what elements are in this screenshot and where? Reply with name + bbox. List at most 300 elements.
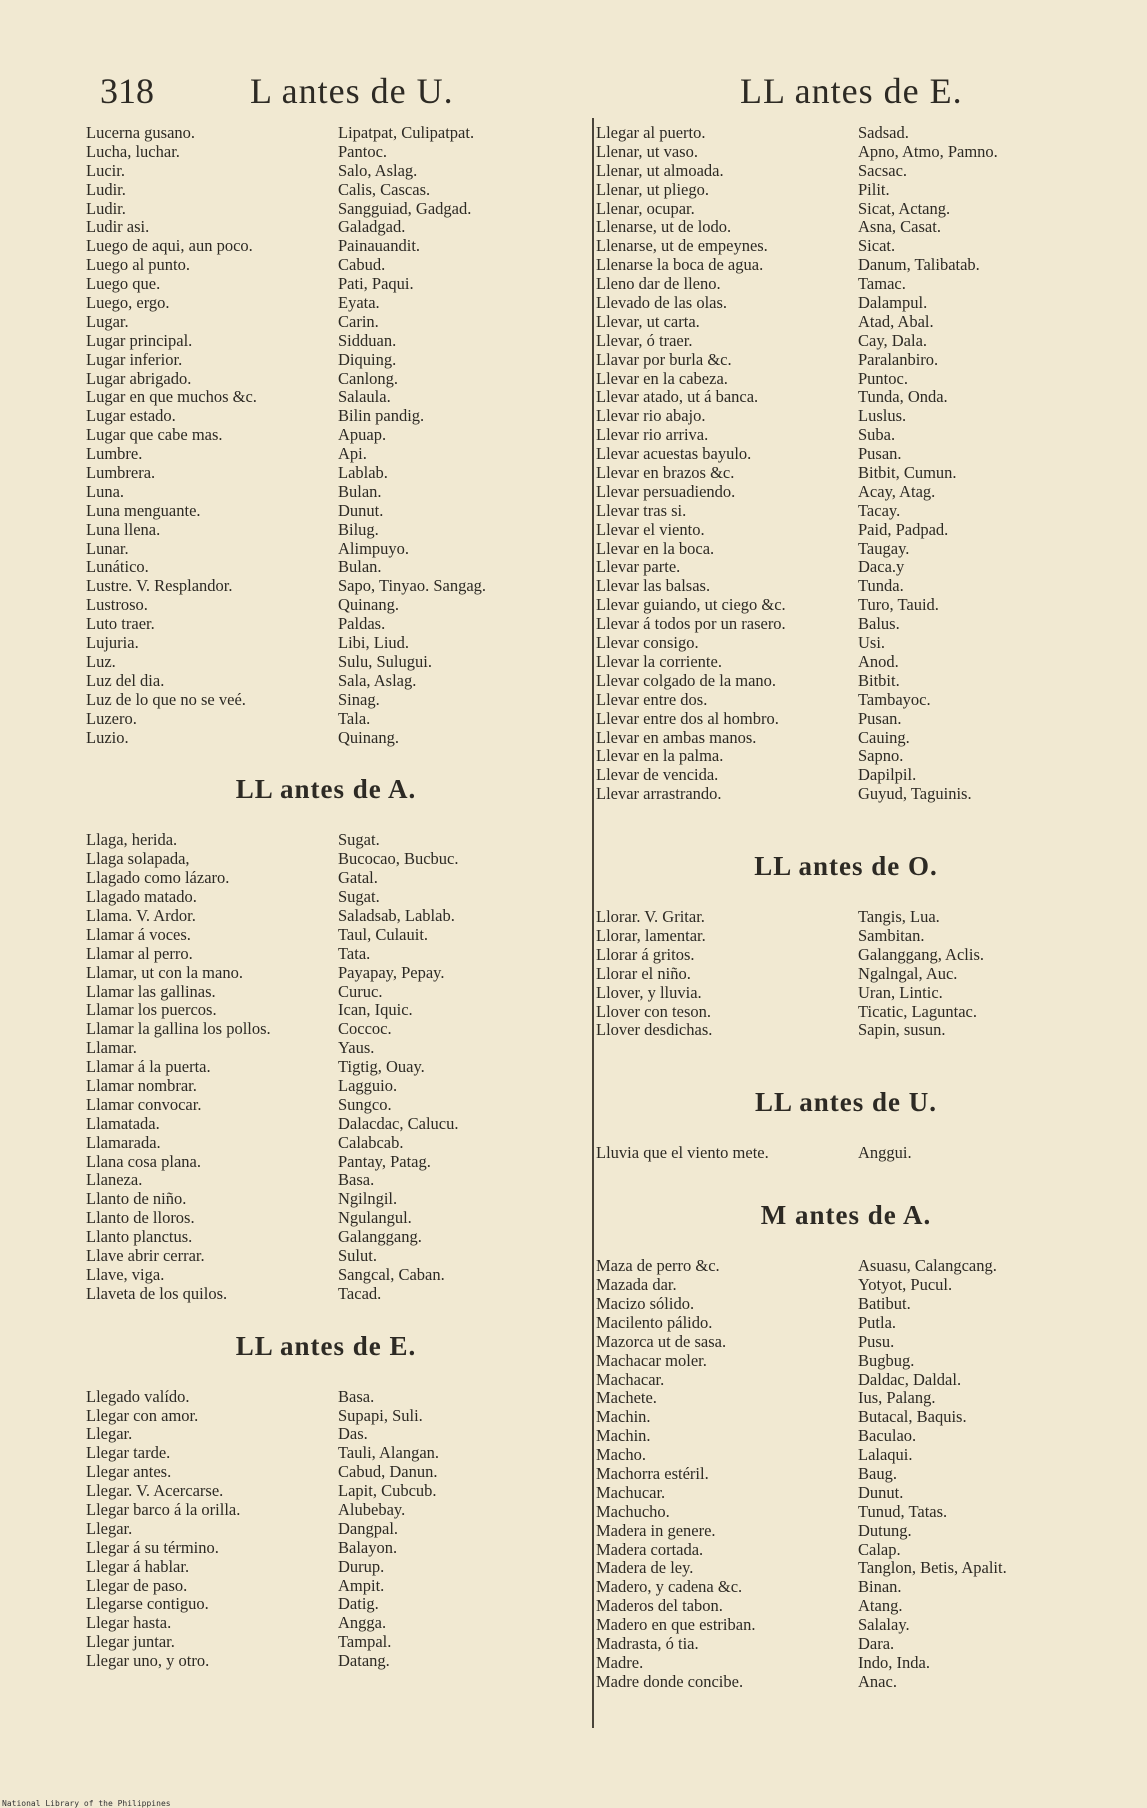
- entry-term: Madera de ley.: [596, 1559, 694, 1578]
- entry-definition: Basa.: [338, 1387, 375, 1406]
- entry-term: Llamar á la puerta.: [86, 1058, 211, 1077]
- entry-term: Luego que.: [86, 275, 161, 294]
- dictionary-entry: [86, 1388, 566, 1407]
- entry-definition: Bilin pandig.: [338, 407, 425, 426]
- dictionary-entry: [596, 596, 1096, 615]
- right-block-4: [596, 1257, 1096, 1691]
- entry-definition: Dara.: [858, 1635, 895, 1653]
- dictionary-entry: [86, 869, 566, 888]
- entry-definition: Sangguiad, Gadgad.: [338, 199, 472, 218]
- entry-definition: Anod.: [858, 652, 899, 671]
- entry-term: Luego al punto.: [86, 256, 191, 275]
- entry-term: Macilento pálido.: [596, 1313, 713, 1332]
- entry-term: Maza de perro &c.: [596, 1257, 720, 1276]
- entry-definition: Quinang.: [338, 596, 399, 615]
- entry-definition: Taul, Culauit.: [338, 925, 429, 944]
- dictionary-entry: [86, 1228, 566, 1247]
- entry-definition: Sicat.: [858, 237, 896, 256]
- entry-term: Llamar las gallinas.: [86, 982, 216, 1001]
- dictionary-entry: [596, 1578, 1096, 1597]
- dictionary-entry: [86, 926, 566, 945]
- dictionary-entry: [86, 445, 566, 464]
- entry-definition: Quinang.: [338, 728, 399, 747]
- entry-term: Llover desdichas.: [596, 1021, 713, 1040]
- entry-definition: Das.: [338, 1425, 368, 1444]
- dictionary-entry: [86, 558, 566, 577]
- dictionary-entry: [86, 464, 566, 483]
- entry-definition: Supapi, Suli.: [338, 1406, 423, 1425]
- entry-term: Machorra estéril.: [596, 1464, 709, 1483]
- dictionary-entry: [596, 1484, 1096, 1503]
- entry-term: Llegar.: [86, 1519, 133, 1538]
- entry-definition: Sungco.: [338, 1095, 392, 1114]
- dictionary-entry: [86, 615, 566, 634]
- entry-definition: Galanggang, Aclis.: [858, 945, 985, 964]
- dictionary-entry: [86, 313, 566, 332]
- entry-term: Llorar el niño.: [596, 964, 691, 983]
- right-column: [596, 124, 1096, 1692]
- dictionary-entry: [596, 237, 1096, 256]
- dictionary-entry: [86, 1171, 566, 1190]
- dictionary-entry: [86, 1633, 566, 1652]
- dictionary-entry: [596, 256, 1096, 275]
- entry-term: Llegar á hablar.: [86, 1557, 190, 1576]
- entry-term: Llevado de las olas.: [596, 294, 728, 313]
- entry-definition: Dapilpil.: [858, 766, 917, 785]
- column-divider: [592, 118, 594, 1728]
- dictionary-entry: [596, 1371, 1096, 1390]
- entry-definition: Salo, Aslag.: [338, 161, 418, 180]
- entry-term: Lunático.: [86, 558, 149, 577]
- dictionary-entry: [596, 332, 1096, 351]
- dictionary-entry: [86, 634, 566, 653]
- dictionary-entry: [86, 888, 566, 907]
- dictionary-entry: [86, 181, 566, 200]
- dictionary-entry: [86, 237, 566, 256]
- entry-term: Machin.: [596, 1408, 651, 1427]
- entry-term: Llenar, ut pliego.: [596, 180, 709, 199]
- entry-term: Llagado matado.: [86, 888, 197, 907]
- dictionary-entry: [86, 1407, 566, 1426]
- entry-term: Luna menguante.: [86, 501, 201, 520]
- entry-term: Luna llena.: [86, 520, 161, 539]
- dictionary-entry: [596, 1003, 1096, 1022]
- entry-term: Llanto de niño.: [86, 1190, 187, 1209]
- dictionary-entry: [596, 1333, 1096, 1352]
- dictionary-entry: [86, 1266, 566, 1285]
- entry-term: Llorar, lamentar.: [596, 926, 706, 945]
- entry-definition: Atang.: [858, 1597, 903, 1616]
- dictionary-entry: [86, 850, 566, 869]
- entry-definition: Pantoc.: [338, 142, 388, 161]
- entry-term: Llegar barco á la orilla.: [86, 1501, 241, 1519]
- dictionary-entry: [596, 577, 1096, 596]
- left-block-2: [86, 831, 566, 1303]
- entry-definition: Acay, Atag.: [858, 482, 936, 501]
- entry-definition: Ampit.: [338, 1576, 385, 1595]
- entry-term: Llevar, ut carta.: [596, 312, 700, 331]
- dictionary-entry: [86, 1539, 566, 1558]
- dictionary-entry: [86, 653, 566, 672]
- entry-term: Llorar á gritos.: [596, 945, 695, 964]
- dictionary-entry: [86, 388, 566, 407]
- entry-definition: Durup.: [338, 1557, 385, 1576]
- dictionary-entry: [596, 521, 1096, 540]
- entry-definition: Sala, Aslag.: [338, 671, 417, 690]
- entry-definition: Lipatpat, Culipatpat.: [338, 124, 475, 142]
- entry-definition: Ius, Palang.: [858, 1389, 936, 1408]
- dictionary-entry: [596, 672, 1096, 691]
- entry-term: Llevar atado, ut á banca.: [596, 388, 759, 407]
- entry-definition: Luslus.: [858, 407, 907, 426]
- dictionary-entry: [86, 502, 566, 521]
- entry-definition: Sacsac.: [858, 161, 908, 180]
- dictionary-entry: [596, 1352, 1096, 1371]
- entry-term: Madero, y cadena &c.: [596, 1578, 743, 1597]
- entry-definition: Ticatic, Laguntac.: [858, 1002, 977, 1021]
- entry-definition: Uran, Lintic.: [858, 983, 943, 1002]
- dictionary-entry: [596, 691, 1096, 710]
- dictionary-entry: [596, 1446, 1096, 1465]
- entry-term: Llevar persuadiendo.: [596, 482, 736, 501]
- entry-definition: Lablab.: [338, 464, 388, 483]
- entry-term: Llevar en la cabeza.: [596, 369, 728, 388]
- entry-definition: Calabcab.: [338, 1133, 404, 1152]
- entry-term: Lumbrera.: [86, 464, 156, 483]
- entry-definition: Bulan.: [338, 482, 382, 501]
- entry-term: Luego de aqui, aun poco.: [86, 237, 253, 256]
- entry-definition: Lalaqui.: [858, 1446, 913, 1465]
- dictionary-entry: [596, 370, 1096, 389]
- entry-definition: Pusan.: [858, 709, 902, 728]
- dictionary-entry: [596, 1276, 1096, 1295]
- entry-definition: Yotyot, Pucul.: [858, 1276, 953, 1295]
- dictionary-entry: [596, 1503, 1096, 1522]
- dictionary-entry: [86, 1190, 566, 1209]
- dictionary-entry: [86, 162, 566, 181]
- entry-term: Llaga, herida.: [86, 831, 178, 850]
- entry-definition: Batibut.: [858, 1294, 911, 1313]
- dictionary-entry: [596, 1295, 1096, 1314]
- entry-term: Lucir.: [86, 161, 125, 180]
- entry-definition: Bulan.: [338, 558, 382, 577]
- footer-credit: National Library of the Philippines: [2, 1799, 171, 1808]
- entry-term: Machacar moler.: [596, 1351, 707, 1370]
- dictionary-entry: [86, 1039, 566, 1058]
- dictionary-entry: [596, 634, 1096, 653]
- entry-term: Llamar al perro.: [86, 944, 193, 963]
- entry-definition: Anac.: [858, 1672, 897, 1691]
- entry-term: Llegar á su término.: [86, 1538, 219, 1557]
- dictionary-entry: [86, 426, 566, 445]
- entry-definition: Ngalngal, Auc.: [858, 964, 958, 983]
- entry-term: Llevar entre dos.: [596, 690, 708, 709]
- entry-definition: Pusu.: [858, 1332, 895, 1351]
- dictionary-entry: [596, 407, 1096, 426]
- right-block-2: [596, 908, 1096, 1040]
- dictionary-entry: [596, 181, 1096, 200]
- dictionary-entry: [86, 831, 566, 850]
- entry-term: Lumbre.: [86, 445, 143, 464]
- section-title-ll-e: LL antes de E.: [235, 1330, 417, 1361]
- entry-term: Mazorca ut de sasa.: [596, 1332, 727, 1351]
- entry-term: Llaga solapada,: [86, 850, 190, 869]
- dictionary-entry: [86, 1482, 566, 1501]
- dictionary-entry: [86, 294, 566, 313]
- entry-definition: Apno, Atmo, Pamno.: [858, 142, 998, 161]
- dictionary-entry: [596, 946, 1096, 965]
- entry-definition: Painauandit.: [338, 237, 421, 256]
- entry-term: Llenar, ocupar.: [596, 199, 695, 218]
- entry-term: Llorar. V. Gritar.: [596, 908, 705, 927]
- dictionary-entry: [86, 143, 566, 162]
- entry-term: Llover, y lluvia.: [596, 983, 702, 1002]
- entry-term: Llegar juntar.: [86, 1633, 175, 1652]
- dictionary-entry: [86, 1247, 566, 1266]
- entry-definition: Butacal, Baquis.: [858, 1408, 967, 1427]
- dictionary-entry: [86, 729, 566, 748]
- entry-definition: Puntoc.: [858, 369, 908, 388]
- entry-definition: Tamac.: [858, 275, 906, 294]
- header-left: L antes de U.: [250, 71, 454, 111]
- dictionary-entry: [86, 577, 566, 596]
- dictionary-entry: [596, 124, 1096, 143]
- entry-definition: Sugat.: [338, 888, 380, 907]
- entry-definition: Dutung.: [858, 1521, 912, 1540]
- entry-term: Llave, viga.: [86, 1265, 165, 1284]
- dictionary-entry: [596, 558, 1096, 577]
- entry-definition: Bilug.: [338, 520, 379, 539]
- dictionary-entry: [86, 1285, 566, 1304]
- entry-definition: Salalay.: [858, 1616, 910, 1635]
- dictionary-entry: [596, 766, 1096, 785]
- entry-term: Llegar de paso.: [86, 1576, 188, 1595]
- entry-definition: Danum, Talibatab.: [858, 256, 980, 275]
- entry-term: Lugar inferior.: [86, 350, 183, 369]
- dictionary-entry: [596, 785, 1096, 804]
- dictionary-entry: [596, 747, 1096, 766]
- entry-definition: Galanggang.: [338, 1228, 422, 1247]
- entry-term: Luto traer.: [86, 615, 155, 634]
- entry-definition: Sambitan.: [858, 926, 925, 945]
- dictionary-entry: [596, 426, 1096, 445]
- entry-term: Llenar, ut vaso.: [596, 142, 698, 161]
- entry-definition: Bitbit.: [858, 671, 900, 690]
- entry-term: Llama. V. Ardor.: [86, 906, 196, 925]
- dictionary-entry: [86, 1001, 566, 1020]
- dictionary-entry: [596, 1654, 1096, 1673]
- entry-definition: Paldas.: [338, 615, 386, 634]
- entry-definition: Calis, Cascas.: [338, 180, 431, 199]
- entry-term: Llegarse contiguo.: [86, 1595, 209, 1614]
- entry-definition: Cay, Dala.: [858, 331, 928, 350]
- entry-term: Mazada dar.: [596, 1276, 677, 1295]
- dictionary-entry: [86, 1020, 566, 1039]
- entry-term: Llamar la gallina los pollos.: [86, 1020, 271, 1039]
- dictionary-entry: [596, 1616, 1096, 1635]
- dictionary-entry: [596, 1597, 1096, 1616]
- entry-term: Llanto planctus.: [86, 1228, 193, 1247]
- entry-term: Machacar.: [596, 1370, 665, 1389]
- entry-definition: Tunud, Tatas.: [858, 1502, 948, 1521]
- entry-definition: Sulut.: [338, 1246, 377, 1265]
- entry-definition: Saladsab, Lablab.: [338, 906, 455, 925]
- entry-definition: Dangpal.: [338, 1519, 399, 1538]
- dictionary-entry: [86, 200, 566, 219]
- dictionary-entry: [86, 964, 566, 983]
- dictionary-entry: [86, 1595, 566, 1614]
- entry-term: Llevar entre dos al hombro.: [596, 709, 779, 728]
- entry-term: Llevar parte.: [596, 558, 681, 577]
- entry-term: Llevar tras si.: [596, 501, 687, 520]
- entry-term: Llaneza.: [86, 1171, 143, 1190]
- entry-definition: Lagguio.: [338, 1076, 398, 1095]
- entry-term: Llevar rio abajo.: [596, 407, 706, 426]
- entry-definition: Cauing.: [858, 728, 910, 747]
- left-column: [86, 124, 566, 1671]
- entry-definition: Tanglon, Betis, Apalit.: [858, 1559, 1007, 1578]
- dictionary-entry: [86, 1058, 566, 1077]
- entry-term: Llamar los puercos.: [86, 1001, 217, 1020]
- dictionary-entry: [596, 1465, 1096, 1484]
- entry-term: Llegar al puerto.: [596, 124, 706, 142]
- section-title-ll-u: LL antes de U.: [754, 1087, 938, 1118]
- entry-definition: Calap.: [858, 1540, 901, 1559]
- entry-definition: Sapno.: [858, 747, 904, 766]
- entry-definition: Tambayoc.: [858, 690, 931, 709]
- entry-definition: Ican, Iquic.: [338, 1001, 413, 1020]
- dictionary-entry: [596, 483, 1096, 502]
- dictionary-entry: [86, 351, 566, 370]
- entry-term: Llave abrir cerrar.: [86, 1246, 205, 1265]
- entry-term: Llamatada.: [86, 1114, 160, 1133]
- entry-definition: Suba.: [858, 426, 896, 445]
- header-right: LL antes de E.: [740, 71, 963, 111]
- dictionary-entry: [596, 313, 1096, 332]
- entry-term: Luz de lo que no se veé.: [86, 690, 246, 709]
- entry-term: Lugar estado.: [86, 407, 176, 426]
- page-number: 318: [100, 71, 154, 111]
- entry-definition: Tunda.: [858, 577, 904, 596]
- section-title-m-a: M antes de A.: [760, 1200, 932, 1231]
- dictionary-entry: [86, 1209, 566, 1228]
- entry-definition: Cabud, Danun.: [338, 1463, 438, 1482]
- entry-definition: Turo, Tauid.: [858, 596, 939, 615]
- entry-definition: Cabud.: [338, 256, 386, 275]
- dictionary-entry: [596, 1314, 1096, 1333]
- dictionary-entry: [86, 1614, 566, 1633]
- entry-term: Luz del dia.: [86, 671, 165, 690]
- entry-term: Llevar el viento.: [596, 520, 705, 539]
- entry-definition: Tacad.: [338, 1284, 382, 1303]
- entry-term: Luzero.: [86, 709, 137, 728]
- left-block-1: [86, 124, 566, 747]
- dictionary-entry: [596, 1389, 1096, 1408]
- entry-definition: Tala.: [338, 709, 371, 728]
- dictionary-entry: [86, 1134, 566, 1153]
- entry-term: Llamar convocar.: [86, 1095, 202, 1114]
- dictionary-entry: [86, 1425, 566, 1444]
- entry-definition: Usi.: [858, 634, 886, 653]
- entry-definition: Bugbug.: [858, 1351, 915, 1370]
- dictionary-entry: [86, 407, 566, 426]
- right-block-1: [596, 124, 1096, 804]
- dictionary-entry: [596, 1559, 1096, 1578]
- dictionary-entry: [596, 927, 1096, 946]
- dictionary-entry: [86, 691, 566, 710]
- entry-term: Lugar principal.: [86, 331, 193, 350]
- entry-definition: Coccoc.: [338, 1020, 392, 1039]
- entry-definition: Baculao.: [858, 1427, 917, 1446]
- entry-term: Lujuria.: [86, 634, 139, 653]
- entry-term: Llevar acuestas bayulo.: [596, 445, 752, 464]
- entry-term: Llevar guiando, ut ciego &c.: [596, 596, 786, 615]
- entry-term: Ludir.: [86, 180, 126, 199]
- entry-term: Lucerna gusano.: [86, 124, 196, 142]
- entry-term: Llegado valído.: [86, 1387, 190, 1406]
- entry-definition: Sapo, Tinyao. Sangag.: [338, 577, 487, 596]
- dictionary-entry: [596, 218, 1096, 237]
- entry-definition: Paid, Padpad.: [858, 520, 949, 539]
- entry-term: Luzio.: [86, 728, 129, 747]
- entry-definition: Tigtig, Ouay.: [338, 1058, 425, 1077]
- entry-term: Ludir asi.: [86, 218, 150, 237]
- entry-definition: Tangis, Lua.: [858, 908, 940, 927]
- dictionary-entry: [86, 483, 566, 502]
- entry-term: Llamar, ut con la mano.: [86, 963, 243, 982]
- dictionary-entry: [86, 1115, 566, 1134]
- dictionary-entry: [86, 1520, 566, 1539]
- entry-term: Lugar que cabe mas.: [86, 426, 223, 445]
- entry-term: Madera cortada.: [596, 1540, 704, 1559]
- entry-definition: Sicat, Actang.: [858, 199, 951, 218]
- entry-definition: Eyata.: [338, 294, 380, 313]
- entry-term: Llevar rio arriva.: [596, 426, 709, 445]
- entry-definition: Dalacdac, Calucu.: [338, 1114, 459, 1133]
- entry-definition: Apuap.: [338, 426, 387, 445]
- dictionary-entry: [86, 710, 566, 729]
- entry-definition: Pilit.: [858, 180, 890, 199]
- dictionary-entry: [86, 1444, 566, 1463]
- entry-term: Llevar en brazos &c.: [596, 464, 735, 483]
- entry-definition: Daca.y: [858, 558, 905, 577]
- entry-term: Ludir.: [86, 199, 126, 218]
- entry-definition: Indo, Inda.: [858, 1653, 930, 1672]
- dictionary-entry: [596, 143, 1096, 162]
- dictionary-entry: [596, 984, 1096, 1003]
- entry-definition: Dunut.: [858, 1483, 904, 1502]
- entry-definition: Lapit, Cubcub.: [338, 1482, 437, 1501]
- dictionary-entry: [86, 907, 566, 926]
- dictionary-entry: [86, 521, 566, 540]
- entry-term: Lleno dar de lleno.: [596, 275, 721, 294]
- entry-definition: Sugat.: [338, 831, 380, 850]
- dictionary-entry: [86, 1558, 566, 1577]
- entry-definition: Sinag.: [338, 690, 380, 709]
- dictionary-entry: [86, 1577, 566, 1596]
- dictionary-entry: [596, 1021, 1096, 1040]
- dictionary-entry: [86, 540, 566, 559]
- dictionary-entry: [596, 540, 1096, 559]
- entry-term: Machin.: [596, 1427, 651, 1446]
- entry-definition: Basa.: [338, 1171, 375, 1190]
- entry-definition: Dunut.: [338, 501, 384, 520]
- entry-definition: Tacay.: [858, 501, 901, 520]
- dictionary-entry: [596, 615, 1096, 634]
- entry-definition: Sangcal, Caban.: [338, 1265, 445, 1284]
- entry-definition: Tata.: [338, 944, 371, 963]
- entry-definition: Diquing.: [338, 350, 397, 369]
